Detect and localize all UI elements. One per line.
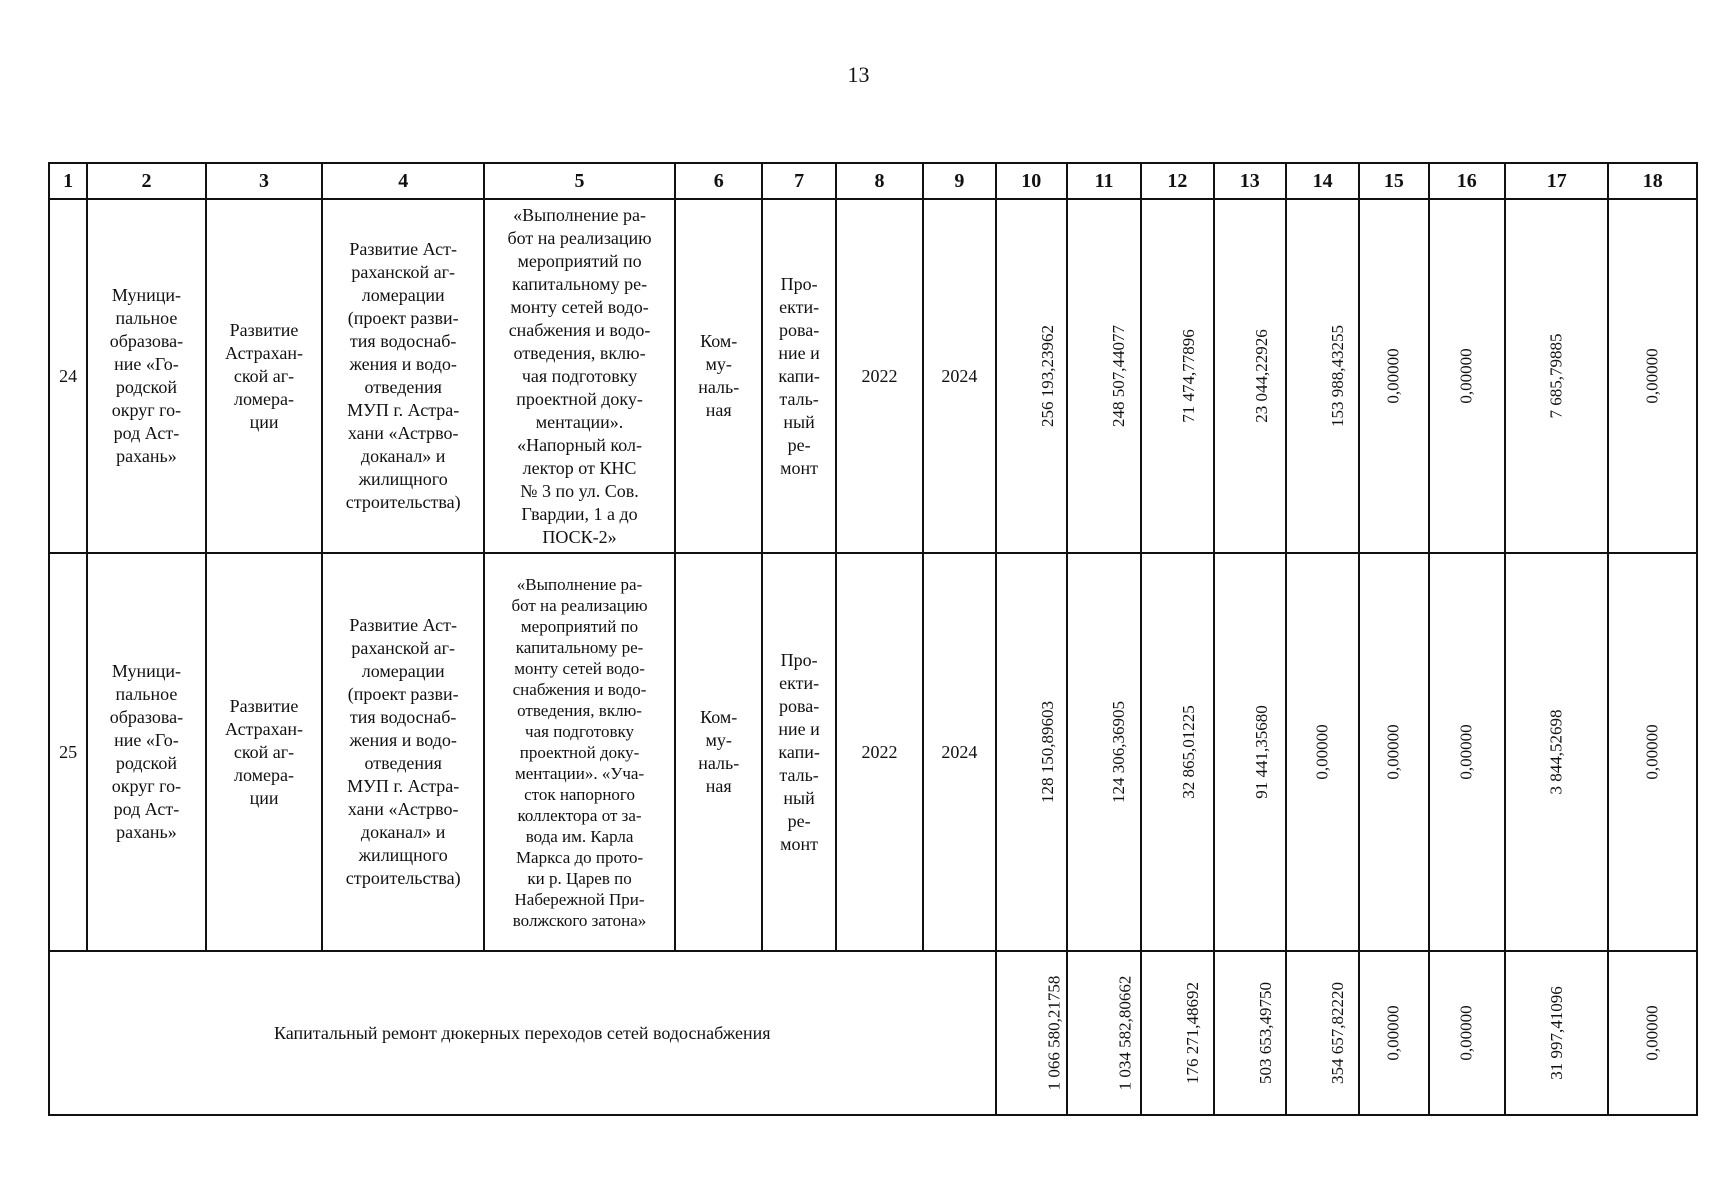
header-row [49,163,1697,199]
value-cell: 7 685,79885 [1505,199,1609,553]
value-cell: 248 507,44077 [1067,199,1141,553]
total-value-cell: 0,00000 [1359,951,1428,1115]
value-cell: 0,00000 [1608,553,1697,951]
header-cell: 3 [206,163,323,199]
value-cell: 0,00000 [1429,553,1505,951]
header-cell: 10 [996,163,1067,199]
value-cell: 91 441,35680 [1214,553,1286,951]
stage-cell: Про- екти- рова- ние и капи- таль- ный ре- монт [762,199,835,553]
start-year-cell: 2022 [836,553,923,951]
total-value-cell: 354 657,82220 [1286,951,1359,1115]
header-cell: 18 [1608,163,1697,199]
value-cell: 71 474,77896 [1141,199,1213,553]
end-year-cell: 2024 [923,553,995,951]
total-value-cell: 31 997,41096 [1505,951,1609,1115]
total-value-cell: 1 066 580,21758 [996,951,1067,1115]
header-cell: 5 [484,163,675,199]
data-table [48,162,1698,1116]
row-number: 24 [49,199,87,553]
value-cell: 0,00000 [1359,553,1428,951]
table-row [49,199,1697,553]
header-cell: 12 [1141,163,1213,199]
value-cell: 32 865,01225 [1141,553,1213,951]
investment-table [48,162,1698,1112]
object-cell: «Выполнение ра- бот на реализацию мероприятий по капитальному ре- монту сетей водо- снабжения и водо- отведения, вклю- чая подготовку проектной доку- ментации». «Уча- сток напорного коллектора от за- вода им. Карла Маркса до прото- ки р. Царев по Набережной При- волжского затона» [484,553,675,951]
header-cell: 2 [87,163,206,199]
value-cell: 128 150,89603 [996,553,1067,951]
header-cell: 8 [836,163,923,199]
stage-cell: Про- екти- рова- ние и капи- таль- ный ре- монт [762,553,835,951]
header-cell: 7 [762,163,835,199]
total-label: Капитальный ремонт дюкерных переходов сетей водоснабжения [49,951,996,1115]
header-cell: 9 [923,163,995,199]
object-cell: «Выполнение ра- бот на реализацию мероприятий по капитальному ре- монту сетей водо- снабжения и водо- отведения, вклю- чая подготовку проектной доку- ментации». «Напорный кол- лектор от КНС № 3 по ул. Сов. Гвардии, 1 а до ПОСК-2» [484,199,675,553]
value-cell: 0,00000 [1608,199,1697,553]
value-cell: 23 044,22926 [1214,199,1286,553]
table-row [49,553,1697,951]
value-cell: 0,00000 [1429,199,1505,553]
total-value-cell: 1 034 582,80662 [1067,951,1141,1115]
total-value-cell: 503 653,49750 [1214,951,1286,1115]
project-cell: Развитие Астрахан- ской аг- ломера- ции [206,199,323,553]
row-number: 25 [49,553,87,951]
total-value-cell: 0,00000 [1429,951,1505,1115]
header-cell: 15 [1359,163,1428,199]
project-cell: Развитие Астрахан- ской аг- ломера- ции [206,553,323,951]
type-cell: Ком- му- наль- ная [675,199,762,553]
header-cell: 4 [322,163,484,199]
total-row [49,951,1697,1115]
program-cell: Развитие Аст- раханской аг- ломерации (проект разви- тия водоснаб- жения и водо- отведения МУП г. Астра- хани «Астрво- доканал» и жилищного строительства) [322,553,484,951]
page-number: 13 [847,62,870,87]
type-cell: Ком- му- наль- ная [675,553,762,951]
header-cell: 11 [1067,163,1141,199]
value-cell: 153 988,43255 [1286,199,1359,553]
value-cell: 0,00000 [1286,553,1359,951]
header-cell: 13 [1214,163,1286,199]
municipality-cell: Муници- пальное образова- ние «Го- родской округ го- род Аст- рахань» [87,553,206,951]
total-value-cell: 0,00000 [1608,951,1697,1115]
header-cell: 14 [1286,163,1359,199]
header-cell: 6 [675,163,762,199]
value-cell: 256 193,23962 [996,199,1067,553]
value-cell: 0,00000 [1359,199,1428,553]
header-cell: 1 [49,163,87,199]
end-year-cell: 2024 [923,199,995,553]
total-value-cell: 176 271,48692 [1141,951,1213,1115]
municipality-cell: Муници- пальное образова- ние «Го- родской округ го- род Аст- рахань» [87,199,206,553]
program-cell: Развитие Аст- раханской аг- ломерации (проект разви- тия водоснаб- жения и водо- отведения МУП г. Астра- хани «Астрво- доканал» и жилищного строительства) [322,199,484,553]
header-cell: 17 [1505,163,1609,199]
header-cell: 16 [1429,163,1505,199]
value-cell: 3 844,52698 [1505,553,1609,951]
value-cell: 124 306,36905 [1067,553,1141,951]
start-year-cell: 2022 [836,199,923,553]
